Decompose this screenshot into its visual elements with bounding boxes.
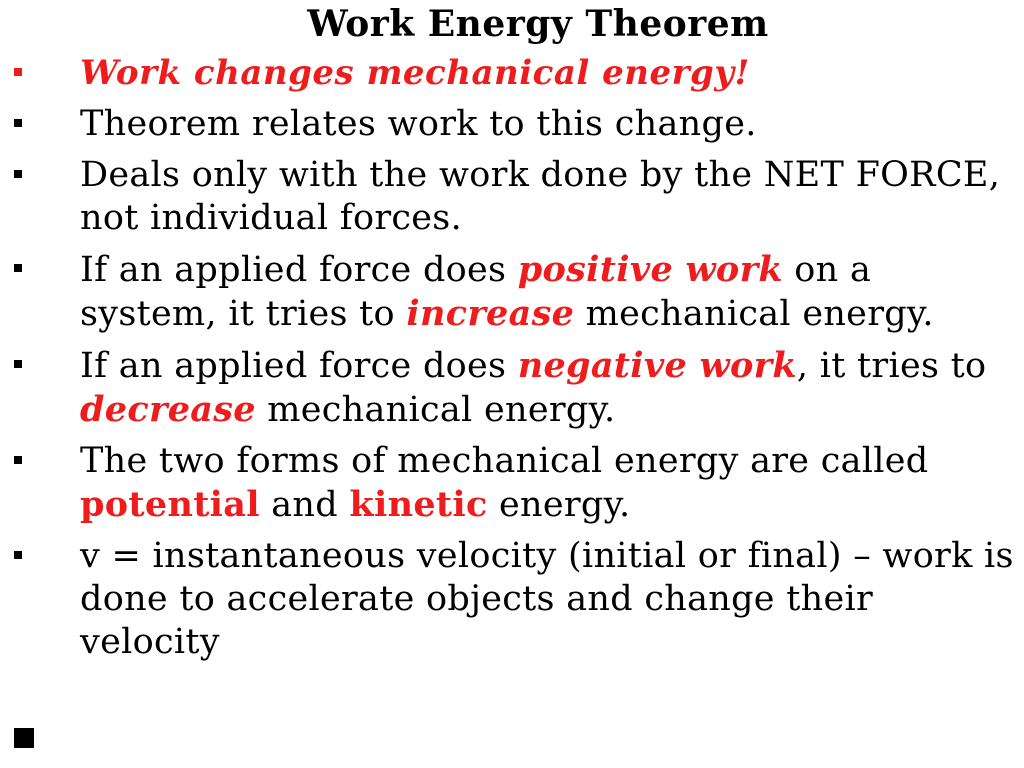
emphasis-potential: potential xyxy=(80,484,260,525)
bullet-text-mid: on a system, it tries to xyxy=(80,250,872,334)
bullet-text-post: mechanical energy. xyxy=(255,390,616,430)
bullet-item-1 xyxy=(0,52,1024,95)
bullet-text: Deals only with the work done by the NET FORCE, not individual forces. xyxy=(80,155,1001,238)
square-bullet-icon xyxy=(14,68,22,76)
emphasis-increase: increase xyxy=(406,293,575,334)
emphasis-kinetic: kinetic xyxy=(349,484,488,525)
bullet-text: v = instantaneous velocity (initial or final) – work is done to accelerate objects and change their velocity xyxy=(80,536,1014,662)
slide-title: Work Energy Theorem xyxy=(307,3,769,45)
square-bullet-icon xyxy=(14,170,22,178)
bullet-text-pre: If an applied force does xyxy=(80,250,518,290)
emphasis-negative-work: negative work xyxy=(517,345,797,386)
square-bullet-icon xyxy=(14,728,34,748)
bullet-text-post: mechanical energy. xyxy=(574,294,934,334)
bullet-text-mid: , it tries to xyxy=(796,346,987,386)
square-bullet-icon xyxy=(14,456,22,464)
square-bullet-icon xyxy=(14,264,22,272)
bullet-text: Work changes mechanical energy! xyxy=(80,53,750,93)
bullet-item-4 xyxy=(0,248,1024,336)
bullet-text-post: energy. xyxy=(487,485,631,525)
bullet-list xyxy=(0,52,1024,672)
bullet-item-2 xyxy=(0,103,1024,146)
bullet-item-6 xyxy=(0,440,1024,527)
bullet-text: Theorem relates work to this change. xyxy=(80,104,757,144)
square-bullet-icon xyxy=(14,551,22,559)
bullet-item-7 xyxy=(0,535,1024,664)
bullet-item-5 xyxy=(0,344,1024,432)
bullet-item-3 xyxy=(0,154,1024,240)
bullet-text-mid: and xyxy=(259,485,350,525)
empty-bullet-item xyxy=(0,718,200,758)
square-bullet-icon xyxy=(14,119,22,127)
emphasis-positive-work: positive work xyxy=(517,249,783,290)
bullet-text-pre: The two forms of mechanical energy are called xyxy=(80,441,929,481)
emphasis-decrease: decrease xyxy=(80,389,256,430)
square-bullet-icon xyxy=(14,360,22,368)
bullet-text-pre: If an applied force does xyxy=(80,346,518,386)
